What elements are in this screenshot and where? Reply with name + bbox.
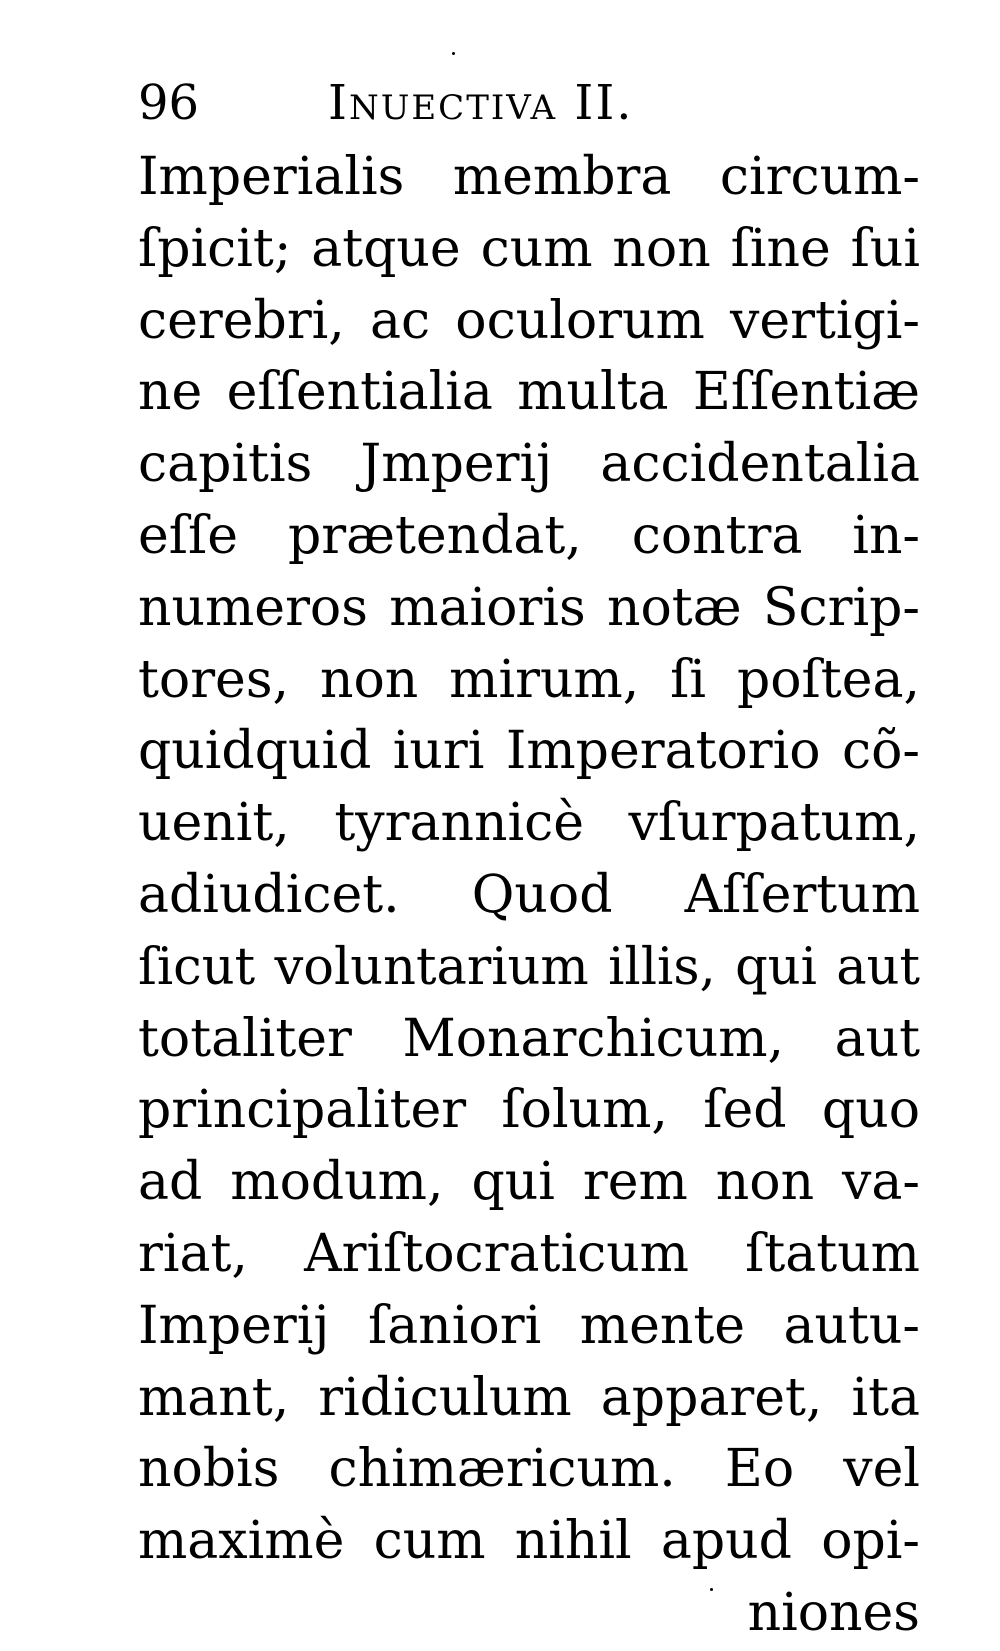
text-line: ſicut voluntarium illis, qui aut (138, 937, 920, 997)
page-number: 96 (138, 75, 200, 131)
text-line: nobis chimæricum. Eo vel (138, 1439, 920, 1500)
text-line: totaliter Monarchicum, aut (138, 1008, 920, 1069)
text-line: riat, Ariſtocraticum ſtatum (138, 1223, 920, 1284)
text-line: ne eſſentialia multa Eſſentiæ (138, 362, 920, 423)
body-text (138, 142, 920, 1650)
text-line: eſſe prætendat, contra in- (138, 505, 920, 566)
running-head (138, 68, 928, 138)
text-line: numeros maioris notæ Scrip- (138, 577, 920, 638)
text-line: maximè cum nihil apud opi- (138, 1511, 920, 1572)
text-line: Imperialis membra circum- (138, 147, 920, 207)
text-line: uenit, tyrannicè vſurpatum, (138, 793, 920, 854)
text-line: principaliter ſolum, ſed quo (138, 1080, 920, 1141)
text-line: ad modum, qui rem non va- (138, 1152, 920, 1213)
print-speck (710, 1588, 713, 1591)
catchword: niones (747, 1582, 920, 1643)
text-line: ſpicit; atque cum non ſine ſui (138, 218, 920, 279)
print-speck (452, 52, 455, 55)
text-line: capitis Jmperij accidentalia (138, 434, 920, 495)
running-title: Inuectiva II. (328, 75, 634, 131)
text-line: Imperij ſaniori mente autu- (138, 1295, 920, 1356)
text-line: adiudicet. Quod Aſſertum (138, 864, 920, 925)
text-line: cerebri, ac oculorum vertigi- (138, 290, 920, 351)
text-line: tores, non mirum, ſi poſtea, (138, 649, 920, 710)
text-line: quidquid iuri Imperatorio cõ- (138, 721, 920, 782)
text-line: mant, ridiculum apparet, ita (138, 1367, 920, 1428)
